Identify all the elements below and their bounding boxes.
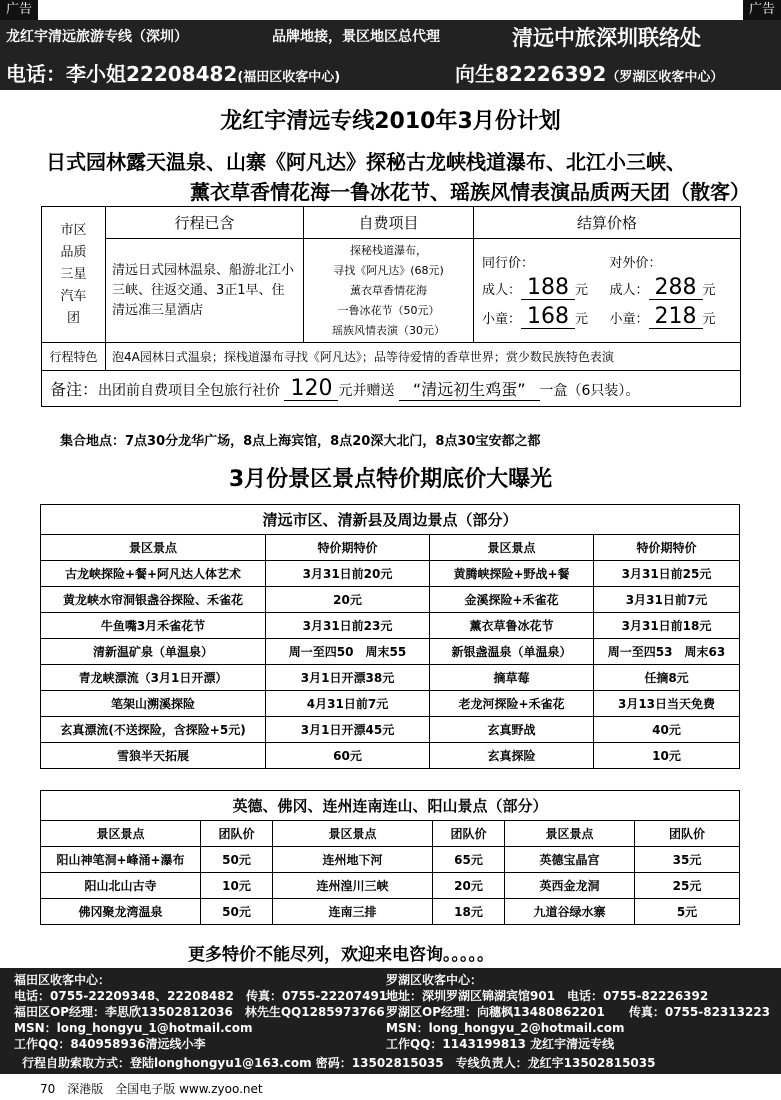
luohu-address: 地址：深圳罗湖区锦湖宾馆901 电话：0755-82226392 bbox=[386, 989, 709, 1003]
futian-center: 福田区收客中心： bbox=[14, 973, 111, 987]
peer-adult-price: 188 bbox=[521, 277, 575, 300]
group-type-label: 市区 品质 三星 汽车 团 bbox=[42, 207, 106, 343]
futian-msn: MSN：long_hongyu_1@hotmail.com bbox=[14, 1021, 253, 1035]
table-header: 特价期特价 bbox=[266, 535, 430, 561]
remark-gift: “清远初生鸡蛋” bbox=[399, 377, 540, 401]
page-title: 龙红宇清远专线2010年3月份计划 bbox=[220, 109, 561, 134]
table-row: 黄龙峡水帘洞银盏谷探险、禾雀花 20元 金溪探险+禾雀花 3月31日前7元 bbox=[41, 587, 740, 613]
agency-name: 龙红宇清远旅游专线（深圳） bbox=[6, 29, 188, 45]
feature-text: 泡4A园林日式温泉；探栈道瀑布寻找《阿凡达》；品等待爱情的香草世界；赏少数民族特色表演 bbox=[106, 343, 741, 371]
ad-label-right: 广告 bbox=[743, 0, 781, 20]
table-row: 清新温矿泉（单温泉） 周一至四50 周末55 新银盏温泉（单温泉） 周一至四53 周末63 bbox=[41, 639, 740, 665]
col-selfpay: 自费项目 bbox=[304, 207, 474, 239]
luohu-op: 罗湖区OP经理：向穗枫13480862201 传真：0755-82313223 bbox=[386, 1005, 771, 1019]
peer-price: 同行价： 成人： 188 元 小童： 168 元 bbox=[474, 239, 602, 343]
gathering-points: 集合地点：7点30分龙华广场，8点上海宾馆，8点20深大北门，8点30宝安都之都 bbox=[60, 434, 541, 449]
table-header: 团队价 bbox=[635, 821, 740, 847]
remark-price: 120 bbox=[284, 378, 338, 401]
table-row: 古龙峡探险+餐+阿凡达人体艺术 3月31日前20元 黄腾峡探险+野战+餐 3月31日前25元 bbox=[41, 561, 740, 587]
download-info: 行程自助索取方式：登陆longhongyu1@163.com 密码：13502815035 专线负责人：龙红宇13502815035 bbox=[22, 1056, 656, 1070]
selfpay-items: 探秘栈道瀑布， 寻找《阿凡达》(68元) 薰衣草香情花海 一鲁冰花节（50元） 瑶族风情表演（30元） bbox=[304, 239, 474, 343]
yingde-attractions-table bbox=[40, 790, 740, 925]
agency-slogan: 品牌地接，景区地区总代理 bbox=[272, 29, 440, 45]
public-price: 对外价： 成人： 288 元 小童： 218 元 bbox=[602, 239, 741, 343]
section1-heading: 清远市区、清新县及周边景点（部分） bbox=[41, 505, 740, 535]
table-header: 团队价 bbox=[201, 821, 273, 847]
luohu-center: 罗湖区收客中心： bbox=[386, 973, 483, 987]
futian-op: 福田区OP经理：李思欣13502812036 林先生QQ1285973766 bbox=[14, 1005, 385, 1019]
contact-footer bbox=[0, 968, 781, 1074]
futian-qq: 工作QQ：840958936清远线小李 bbox=[14, 1037, 206, 1051]
futian-phone: 电话：0755-22209348、22208482 传真：0755-22207491 bbox=[14, 989, 388, 1003]
table-row: 阳山北山古寺 10元 连州湟川三峡 20元 英西金龙洞 25元 bbox=[41, 873, 740, 899]
table-header: 团队价 bbox=[433, 821, 505, 847]
subtitle-line1: 日式园林露天温泉、山寨《阿凡达》探秘古龙峡栈道瀑布、北江小三峡、 bbox=[46, 150, 686, 174]
section2-heading: 英德、佛冈、连州连南连山、阳山景点（部分） bbox=[41, 791, 740, 821]
table-row: 阳山神笔洞+峰涌+瀑布 50元 连州地下河 65元 英德宝晶宫 35元 bbox=[41, 847, 740, 873]
page-number: 70 深港版 全国电子版 www.zyoo.net bbox=[40, 1082, 263, 1096]
included-items: 清远日式园林温泉、船游北江小三峡、往返交通、3正1早、住清远准三星酒店 bbox=[106, 239, 304, 343]
peer-child-price: 168 bbox=[521, 306, 575, 329]
table-header: 景区景点 bbox=[273, 821, 433, 847]
phone-futian: 电话：李小姐22208482(福田区收客中心) bbox=[6, 62, 341, 86]
section-title: 3月份景区景点特价期底价大曝光 bbox=[228, 467, 553, 492]
public-child-price: 218 bbox=[649, 306, 703, 329]
qingyuan-attractions-table bbox=[40, 504, 740, 769]
more-info-note: 更多特价不能尽列，欢迎来电咨询。。。。。 bbox=[188, 945, 494, 965]
table-header: 景区景点 bbox=[505, 821, 635, 847]
table-row: 笔架山溯溪探险 4月31日前7元 老龙河探险+禾雀花 3月13日当天免费 bbox=[41, 691, 740, 717]
subtitle-line2: 薰衣草香情花海一鲁冰花节、瑶族风情表演品质两天团（散客） bbox=[190, 180, 750, 204]
feature-label: 行程特色 bbox=[42, 343, 106, 371]
agency-office: 清远中旅深圳联络处 bbox=[512, 26, 701, 50]
ad-label-left: 广告 bbox=[0, 0, 38, 20]
luohu-qq: 工作QQ：1143199813 龙红宇清远专线 bbox=[386, 1037, 615, 1051]
table-header: 景区景点 bbox=[41, 821, 201, 847]
table-header: 景区景点 bbox=[430, 535, 594, 561]
table-row: 牛鱼嘴3月禾雀花节 3月31日前23元 薰衣草鲁冰花节 3月31日前18元 bbox=[41, 613, 740, 639]
luohu-msn: MSN：long_hongyu_2@hotmail.com bbox=[386, 1021, 625, 1035]
col-price: 结算价格 bbox=[474, 207, 741, 239]
phone-luohu: 向生82226392（罗湖区收客中心） bbox=[455, 62, 724, 86]
col-included: 行程已含 bbox=[106, 207, 304, 239]
header-banner bbox=[0, 20, 781, 90]
public-adult-price: 288 bbox=[649, 277, 703, 300]
table-row: 雪狼半天拓展 60元 玄真探险 10元 bbox=[41, 743, 740, 769]
table-row: 青龙峡漂流（3月1日开漂） 3月1日开漂38元 摘草莓 任摘8元 bbox=[41, 665, 740, 691]
remark-row: 备注：出团前自费项目全包旅行社价 120 元并赠送 “清远初生鸡蛋” 一盒（6只装）。 bbox=[42, 371, 741, 407]
table-row: 玄真漂流(不送探险，含探险+5元) 3月1日开漂45元 玄真野战 40元 bbox=[41, 717, 740, 743]
table-header: 景区景点 bbox=[41, 535, 266, 561]
plan-table bbox=[41, 206, 741, 407]
table-row: 佛冈聚龙湾温泉 50元 连南三排 18元 九道谷绿水寨 5元 bbox=[41, 899, 740, 925]
table-header: 特价期特价 bbox=[594, 535, 740, 561]
